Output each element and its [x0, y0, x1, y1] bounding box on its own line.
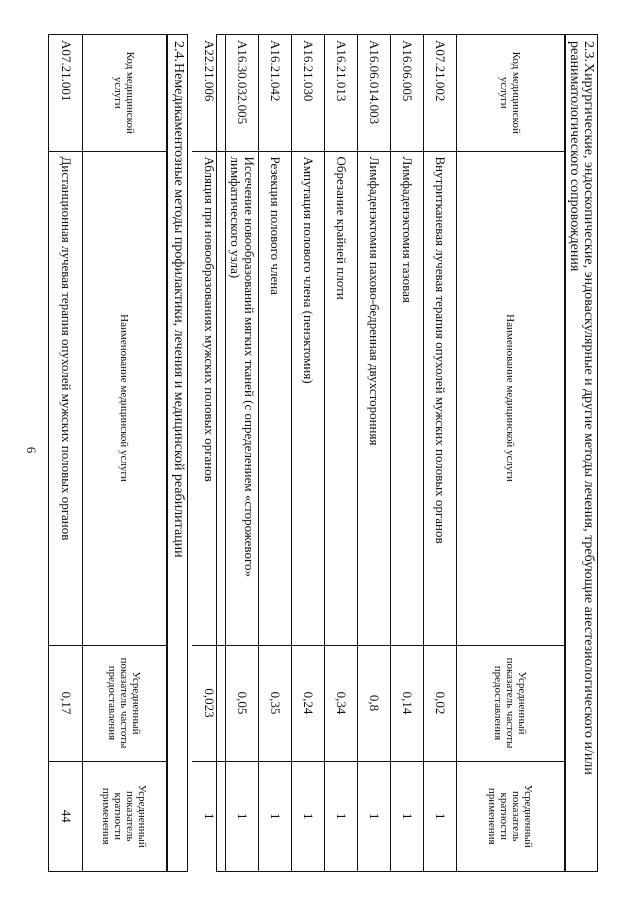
column-header-multiplicity: Усредненный показатель кратности применения — [457, 761, 565, 871]
section-heading — [565, 35, 597, 871]
column-header-name: Наименование медицинской услуги — [83, 151, 167, 645]
table-row — [424, 35, 457, 871]
section-title: Хирургические, эндоскопические, эндоваскулярные и другие методы лечения, требующие анестезиологического и/или реаниматологического сопровождения — [567, 41, 596, 775]
service-code: A16.06.005 — [391, 35, 424, 151]
frequency-value: 0,24 — [292, 645, 325, 761]
multiplicity-value: 1 — [226, 761, 259, 871]
rotated-document — [18, 34, 598, 872]
multiplicity-value: 1 — [259, 761, 292, 871]
table-row — [259, 35, 292, 871]
service-code: A16.06.014.003 — [358, 35, 391, 151]
frequency-value: 0,35 — [259, 645, 292, 761]
service-code: A16.21.013 — [325, 35, 358, 151]
services-table — [193, 35, 566, 871]
column-header-multiplicity: Усредненный показатель кратности применения — [83, 761, 167, 871]
service-code: A16.30.032.005 — [226, 35, 259, 151]
section-number: 2.4. — [171, 41, 186, 62]
service-name: Дистанционная лучевая терапия опухолей мужских половых органов — [50, 151, 83, 645]
multiplicity-value: 44 — [50, 761, 83, 871]
service-name: Лимфаденэктомия тазовая — [391, 151, 424, 645]
table-row — [391, 35, 424, 871]
multiplicity-value: 1 — [292, 761, 325, 871]
column-header-frequency: Усредненный показатель частоты предоставления — [83, 645, 167, 761]
multiplicity-value: 1 — [358, 761, 391, 871]
service-name: Ампутация полового члена (пенэктомия) — [292, 151, 325, 645]
frequency-value: 0,34 — [325, 645, 358, 761]
section-title: Немедикаментозные методы профилактики, лечения и медицинской реабилитации — [171, 63, 186, 558]
multiplicity-value: 1 — [424, 761, 457, 871]
service-name: Иссечение новообразований мягких тканей (с определением «сторожевого» лимфатического узла) — [226, 151, 259, 645]
service-code: A22.21.006 — [193, 35, 226, 151]
service-name: Резекция полового члена — [259, 151, 292, 645]
frequency-value: 0,14 — [391, 645, 424, 761]
service-code: A16.21.030 — [292, 35, 325, 151]
table-row — [226, 35, 259, 871]
section-number: 2.3. — [581, 41, 596, 62]
frequency-value: 0,8 — [358, 645, 391, 761]
frequency-value: 0,023 — [193, 645, 226, 761]
service-code: A16.21.042 — [259, 35, 292, 151]
section-heading — [167, 35, 187, 871]
frequency-value: 0,02 — [424, 645, 457, 761]
service-name: Внутритканевая лучевая терапия опухолей мужских половых органов — [424, 151, 457, 645]
multiplicity-value: 1 — [325, 761, 358, 871]
table-header-row — [83, 35, 167, 871]
column-header-frequency: Усредненный показатель частоты предоставления — [457, 645, 565, 761]
table-row — [325, 35, 358, 871]
services-table — [50, 35, 168, 871]
service-code: A07.21.002 — [424, 35, 457, 151]
service-code: A07.21.001 — [50, 35, 83, 151]
service-name: Абляция при новообразованиях мужских половых органов — [193, 151, 226, 645]
column-header-code: Код медицинской услуги — [83, 35, 167, 151]
service-name: Лимфаденэктомия пахово-бедренная двухсторонняя — [358, 151, 391, 645]
column-header-code: Код медицинской услуги — [457, 35, 565, 151]
multiplicity-value: 1 — [193, 761, 226, 871]
table-row — [50, 35, 83, 871]
page-number: 6 — [24, 446, 39, 454]
column-header-name: Наименование медицинской услуги — [457, 151, 565, 645]
frequency-value: 0,17 — [50, 645, 83, 761]
table-row — [358, 35, 391, 871]
section-2-4 — [48, 34, 188, 872]
multiplicity-value: 1 — [391, 761, 424, 871]
table-row — [193, 35, 226, 871]
table-row — [292, 35, 325, 871]
service-name: Обрезание крайней плоти — [325, 151, 358, 645]
table-header-row — [457, 35, 565, 871]
section-2-3 — [201, 34, 598, 872]
frequency-value: 0,05 — [226, 645, 259, 761]
